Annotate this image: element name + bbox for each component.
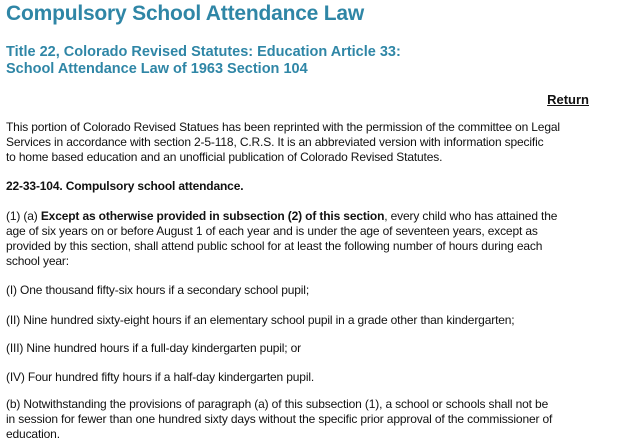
statute-subtitle [6,44,401,78]
intro-line-2: Services in accordance with section 2-5-118, C.R.S. It is an abbreviated version with information specific [6,135,544,149]
list-item-3: (III) Nine hundred hours if a full-day kindergarten pupil; or [6,341,302,355]
paragraph-1a-line-2: age of six years on or before August 1 of each year and is under the age of seventeen years, except as [6,224,538,238]
paragraph-1a-prefix: (1) (a) [6,209,41,223]
section-heading: 22-33-104. Compulsory school attendance. [6,179,244,193]
intro-line-1: This portion of Colorado Revised Statues has been reprinted with the permission of the committee on Legal [6,120,560,134]
paragraph-1a-line-1-rest: , every child who has attained the [384,209,558,223]
paragraph-1b-line-1: (b) Notwithstanding the provisions of paragraph (a) of this subsection (1), a school or schools shall not be [6,397,549,411]
intro-paragraph [6,120,636,165]
list-item-4: (IV) Four hundred fifty hours if a half-day kindergarten pupil. [6,370,315,384]
paragraph-1b-line-2: in session for fewer than one hundred sixty days without the specific prior approval of the commissioner of [6,412,553,426]
intro-line-3: to home based education and an unofficial publication of Colorado Revised Statutes. [6,150,443,164]
list-item-2: (II) Nine hundred sixty-eight hours if an elementary school pupil in a grade other than kindergarten; [6,313,515,327]
paragraph-1a-line-4: school year: [6,254,69,268]
paragraph-1a-line-3: provided by this section, shall attend public school for at least the following number of hours during each [6,239,543,253]
list-item-1: (I) One thousand fifty-six hours if a secondary school pupil; [6,283,310,297]
return-link[interactable]: Return [547,92,589,107]
paragraph-1a [6,209,636,269]
subtitle-line-2: School Attendance Law of 1963 Section 104 [6,61,308,77]
page-title: Compulsory School Attendance Law [6,2,365,25]
paragraph-1a-exception: Except as otherwise provided in subsection (2) of this section [40,209,385,223]
paragraph-1b-line-3: education. [6,427,60,441]
subtitle-line-1: Title 22, Colorado Revised Statutes: Education Article 33: [6,44,401,60]
paragraph-1b [6,397,636,442]
paragraph-1a-line-1 [6,209,636,224]
